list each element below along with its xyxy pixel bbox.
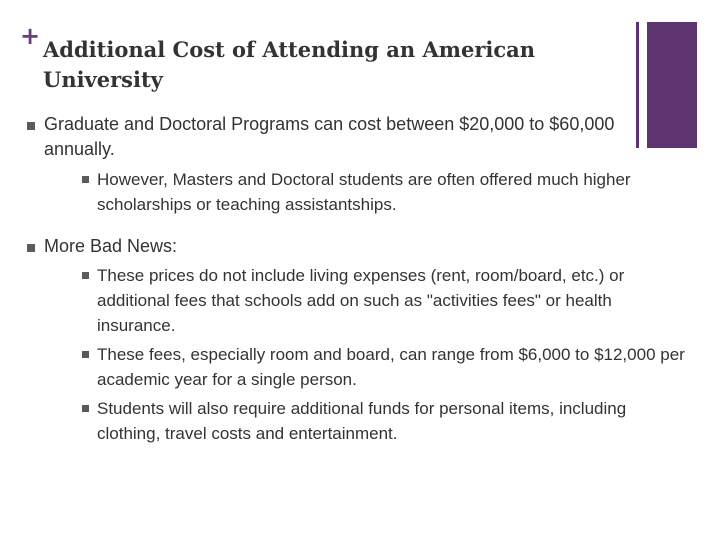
bullet-square-icon [27, 244, 35, 252]
bullet-text: More Bad News: [44, 236, 178, 256]
sub-bullet-text: Students will also require additional funds for personal items, including clothing, travel costs and entertainment. [97, 399, 627, 443]
sub-bullet-text: However, Masters and Doctoral students are often offered much higher scholarships or teaching assistantships. [97, 170, 631, 214]
slide-title: Additional Cost of Attending an American University [43, 37, 536, 92]
plus-icon: + [20, 22, 41, 50]
sub-bullet-text: These prices do not include living expenses (rent, room/board, etc.) or additional fees that schools add on such as "activities fees" or health insurance. [97, 266, 625, 335]
bullet-square-icon [82, 351, 89, 358]
bullet-square-icon [82, 405, 89, 412]
bullet-text: Graduate and Doctoral Programs can cost between $20,000 to $60,000 annually. [44, 114, 615, 159]
bullet-square-icon [82, 176, 89, 183]
accent-bar-block [647, 22, 697, 148]
bullet-square-icon [82, 272, 89, 279]
bullet-square-icon [27, 122, 35, 130]
sub-bullet-text: These fees, especially room and board, can range from $6,000 to $12,000 per academic year for a single person. [97, 345, 685, 389]
